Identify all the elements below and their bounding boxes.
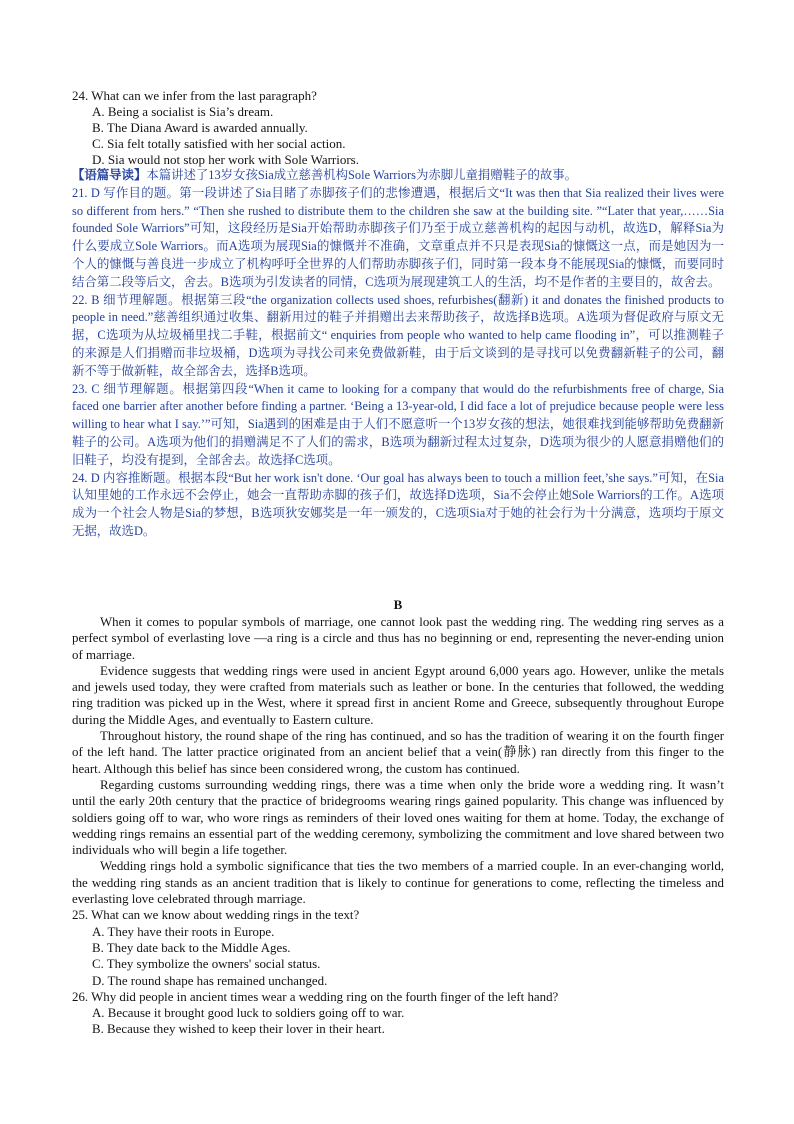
answer-option: B. Because they wished to keep their lover in their heart. [92, 1022, 385, 1037]
passage-heading: B [393, 597, 403, 612]
answer-option: C. They symbolize the owners' social status. [92, 957, 321, 972]
answer-option: D. The round shape has remained unchanged. [92, 973, 328, 988]
question-26-stem: 26. Why did people in ancient times wear a wedding ring on the fourth finger of the left hand? [72, 989, 559, 1004]
answer-option: A. They have their roots in Europe. [92, 924, 275, 939]
answer-option: C. Sia felt totally satisfied with her social action. [92, 136, 346, 151]
reading-guide-text: 本篇讲述了13岁女孩Sia成立慈善机构Sole Warriors为赤脚儿童捐赠鞋子的故事。 [146, 168, 578, 182]
answer-option: A. Because it brought good luck to soldiers going off to war. [92, 1006, 405, 1021]
passage-paragraph: Wedding rings hold a symbolic significance that ties the two members of a married couple. In an ever-changing world, the wedding ring stands as an ancient tradition that is likely to continue for generations to come, reflecting the timeless and everlasting love celebrated through marriage. [72, 859, 724, 907]
answer-option: B. The Diana Award is awarded annually. [92, 120, 308, 135]
reading-guide [72, 167, 724, 185]
answer-option: B. They date back to the Middle Ages. [92, 940, 291, 955]
analysis-item-21: 21. D 写作目的题。第一段讲述了Sia目睹了赤脚孩子们的悲惨遭遇，根据后文“It was then that Sia realized their lives were so different from hers.” “Then she rushed to distribute them to the children she saw at the building site. ”“Later that year,……Sia founded Sole Warriors”可知，这段经历是Sia开始帮助赤脚孩子们乃至于成立慈善机构的起因与动机，故选D，解释Sia为什么要成立Sole Warriors。而A选项为展现Sia的慷慨并不准确，文章重点并不只是表现Sia的慷慨这一点，而是她因为一个人的慷慨与善良进一步成立了机构呼吁全世界的人们帮助赤脚孩子们，同时第一段本身不能展现Sia的慷慨，而要同时结合第二段等后文，舍去。B选项为引发读者的同情，C选项为展现建筑工人的生活，均不是作者的主要目的，故舍去。 [72, 185, 724, 289]
answer-option: A. Being a socialist is Sia’s dream. [92, 104, 274, 119]
analysis-item-22: 22. B 细节理解题。根据第三段“the organization collects used shoes, refurbishes(翻新) it and donates the finished products to people in need.”慈善组织通过收集、翻新用过的鞋子并捐赠出去来帮助孩子，故选择B选项。A选项为督促政府与原文无据，C选项为从垃圾桶里找二手鞋，根据前文“ enquiries from people who wanted to help came flooding in”，可以推测鞋子的来源是人们捐赠而非垃圾桶，D选项为寻找公司来免费做新鞋，由于后文谈到的是寻找可以免费翻新鞋子的公司，翻新不等于做新鞋，故全部舍去，选择B选项。 [72, 292, 724, 378]
analysis-item-23: 23. C 细节理解题。根据第四段“When it came to looking for a company that would do the refurbishments free of charge, Sia faced one barrier after another before finding a partner. ‘Being a 13-year-old, I did face a lot of prejudice because people were less willing to hear what I say.’”可知，Sia遇到的困难是由于人们不愿意听一个13岁女孩的想法，她很难找到能够帮助免费翻新鞋子的公司。A选项为他们的捐赠满足不了人们的需求，B选项为翻新过程太过复杂，D选项为很少的人愿意捐赠他们的旧鞋子，均没有提到，全部舍去。故选择C选项。 [72, 381, 724, 467]
question-25-stem: 25. What can we know about wedding rings in the text? [72, 908, 360, 923]
question-stem: 24. What can we infer from the last paragraph? [72, 88, 317, 103]
passage-paragraph: Throughout history, the round shape of the ring has continued, and so has the tradition of wearing it on the fourth finger of the left hand. The latter practice originated from an ancient belief that a vein(静脉) ran directly from this finger to the heart. Although this belief has since been considered wrong, the custom has continued. [72, 729, 724, 776]
reading-guide-label: 【语篇导读】 [72, 168, 147, 182]
analysis-item-24: 24. D 内容推断题。根据本段“But her work isn't done. ‘Our goal has always been to touch a million feet,’she says.”可知，在Sia认知里她的工作永远不会停止，她会一直帮助赤脚的孩子们，故选择D选项，Sia不会停止她Sole Warriors的工作。A选项成为一个社会人物是Sia的梦想，B选项狄安娜奖是一年一颁发的，C选项Sia对于她的社会行为十分满意，选项均于原文无据，故选D。 [72, 470, 724, 538]
answer-option: D. Sia would not stop her work with Sole Warriors. [92, 152, 359, 167]
answer-analysis [72, 167, 724, 541]
passage-b [72, 614, 724, 1038]
question-24 [72, 88, 724, 168]
passage-paragraph: Evidence suggests that wedding rings were used in ancient Egypt around 6,000 years ago. However, unlike the metals and jewels used today, they were crafted from materials such as leather or bone. In the centuries that followed, the wedding ring tradition was picked up in the West, where it spread first in ancient Rome and Greece, subsequently throughout Europe during the Middle Ages, and eventually to Eastern culture. [72, 663, 724, 727]
passage-paragraph: Regarding customs surrounding wedding rings, there was a time when only the bride wore a wedding ring. It wasn’t until the early 20th century that the practice of bridegrooms wearing rings gained popularity. This change was influenced by soldiers going off to war, who wore rings as reminders of their loved ones waiting for them at home. Today, the exchange of wedding rings remains an essential part of the wedding ceremony, symbolizing the commitment and love shared between two individuals who will begin a life together. [72, 777, 724, 858]
passage-paragraph: When it comes to popular symbols of marriage, one cannot look past the wedding ring. The wedding ring serves as a perfect symbol of everlasting love —a ring is a circle and thus has no beginning or end, representing the never-ending union of marriage. [72, 615, 724, 662]
